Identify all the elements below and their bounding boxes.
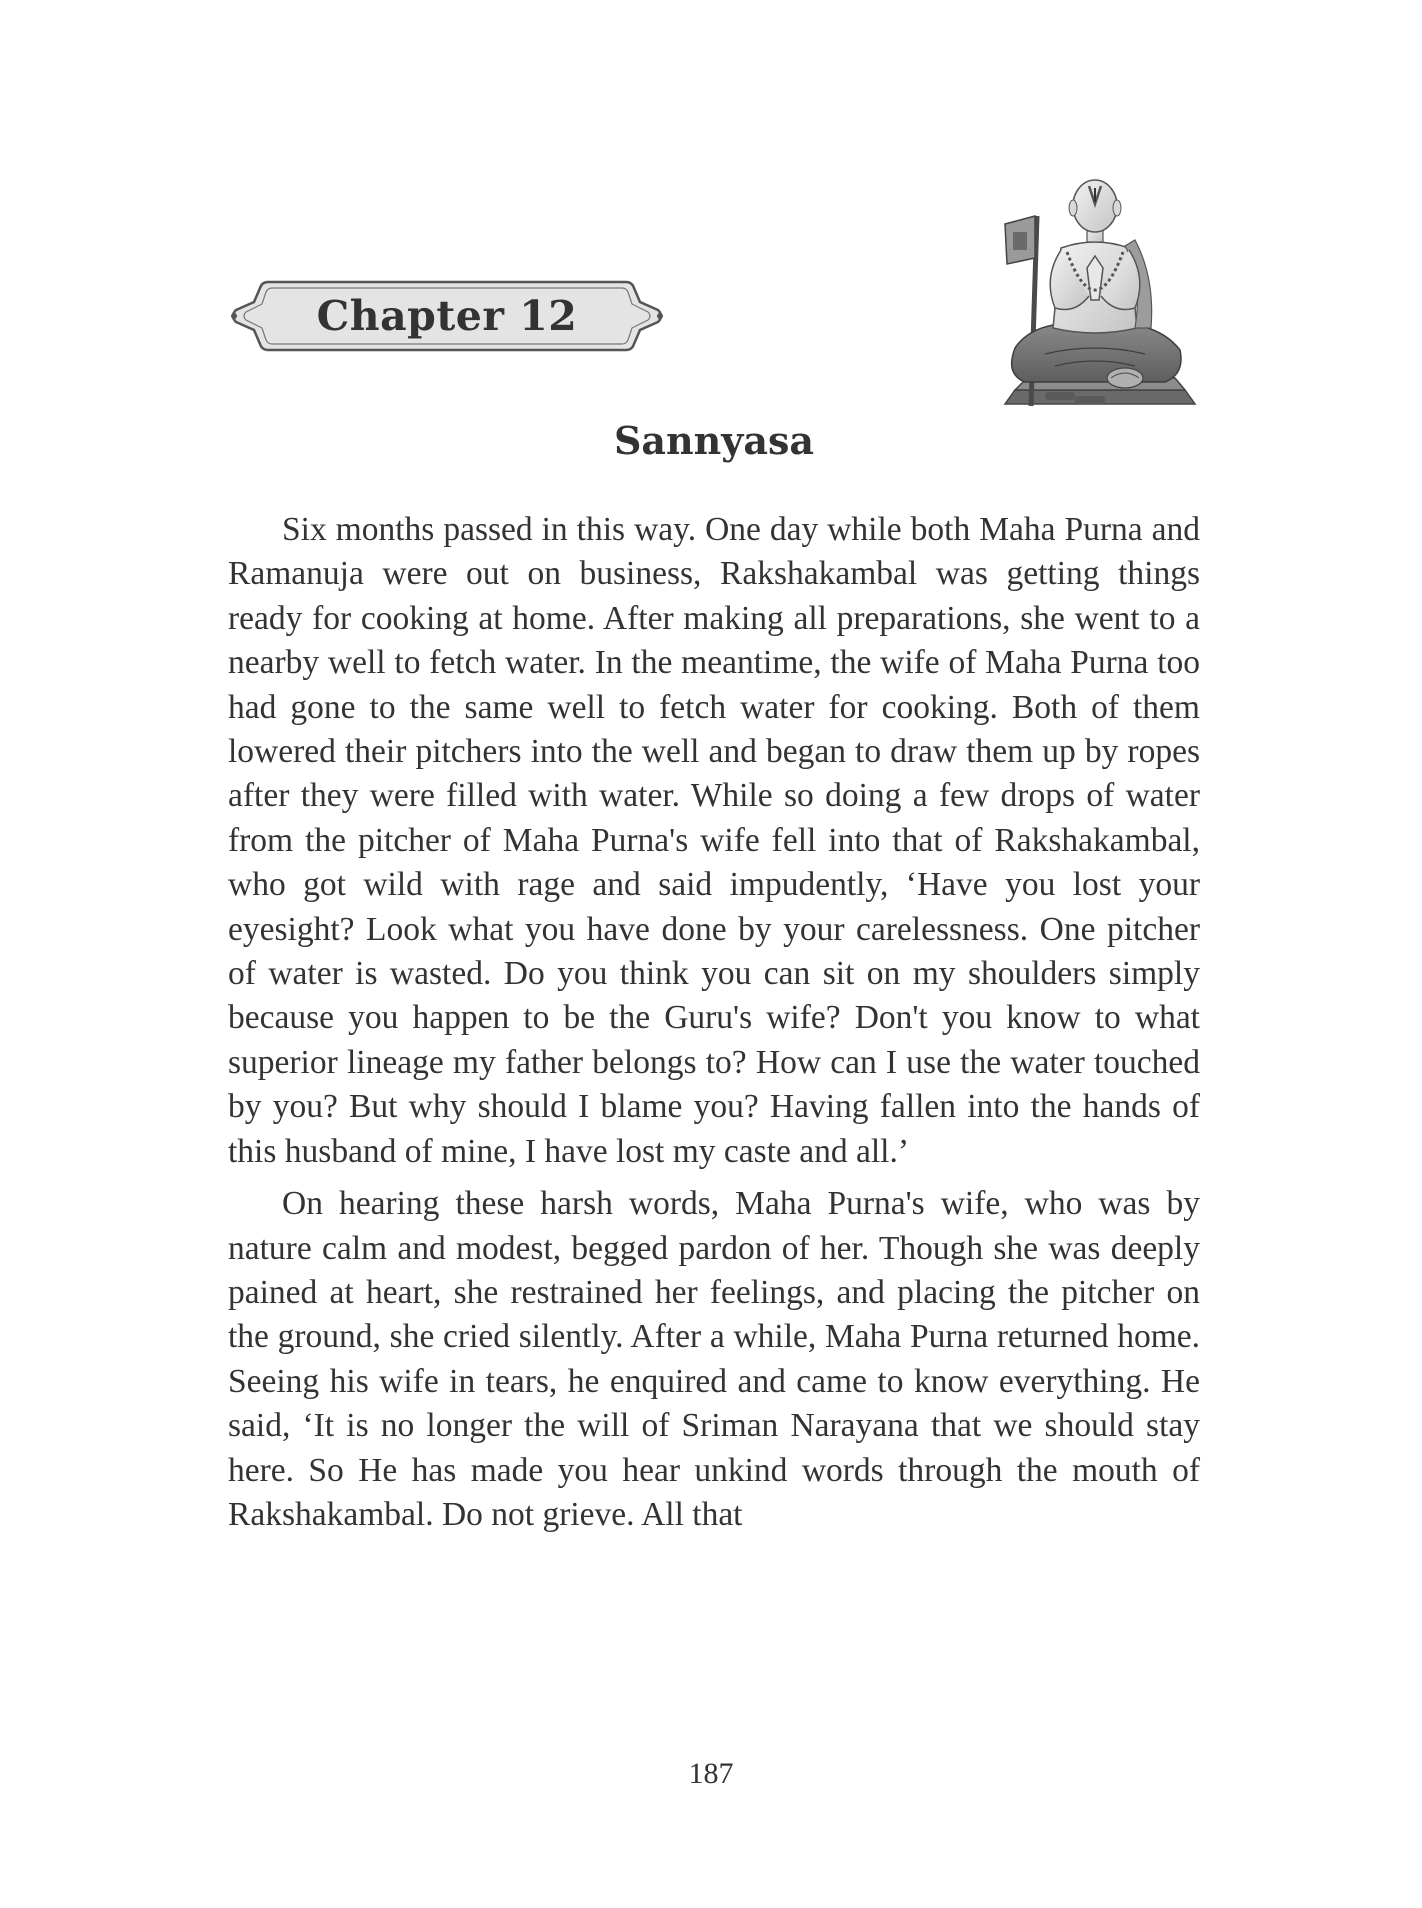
- body-text: [228, 508, 1200, 1537]
- page-number: 187: [688, 1757, 734, 1790]
- chapter-banner: [228, 276, 666, 356]
- saint-illustration: [975, 128, 1215, 413]
- chapter-label: Chapter 12: [316, 292, 578, 340]
- paragraph: Six months passed in this way. One day while both Maha Purna and Ramanuja were out on business, Rakshakambal was getting things ready for cooking at home. After making all preparations, she went to a nearby well to fetch water. In the meantime, the wife of Maha Purna too had gone to the same well to fetch water for cooking. Both of them lowered their pitchers into the well and began to draw them up by ropes after they were filled with water. While so doing a few drops of water from the pitcher of Maha Purna's wife fell into that of Rakshakambal, who got wild with rage and said impudently, ‘Have you lost your eyesight? Look what you have done by your carelessness. One pitcher of water is wasted. Do you think you can sit on my shoulders simply because you happen to be the Guru's wife? Don't you know to what superior lineage my father belongs to? How can I use the water touched by you? But why should I blame you? Having fallen into the hands of this husband of mine, I have lost my caste and all.’: [228, 511, 1200, 1170]
- section-title: Sannyasa: [613, 418, 815, 463]
- paragraph: On hearing these harsh words, Maha Purna's wife, who was by nature calm and modest, begged pardon of her. Though she was deeply pained at heart, she restrained her feelings, and placing the pitcher on the ground, she cried silently. After a while, Maha Purna returned home. Seeing his wife in tears, he enquired and came to know everything. He said, ‘It is no longer the will of Sriman Narayana that we should stay here. So He has made you hear unkind words through the mouth of Rakshakambal. Do not grieve. All that: [228, 1185, 1200, 1533]
- seated-saint-figure-icon: [975, 128, 1215, 413]
